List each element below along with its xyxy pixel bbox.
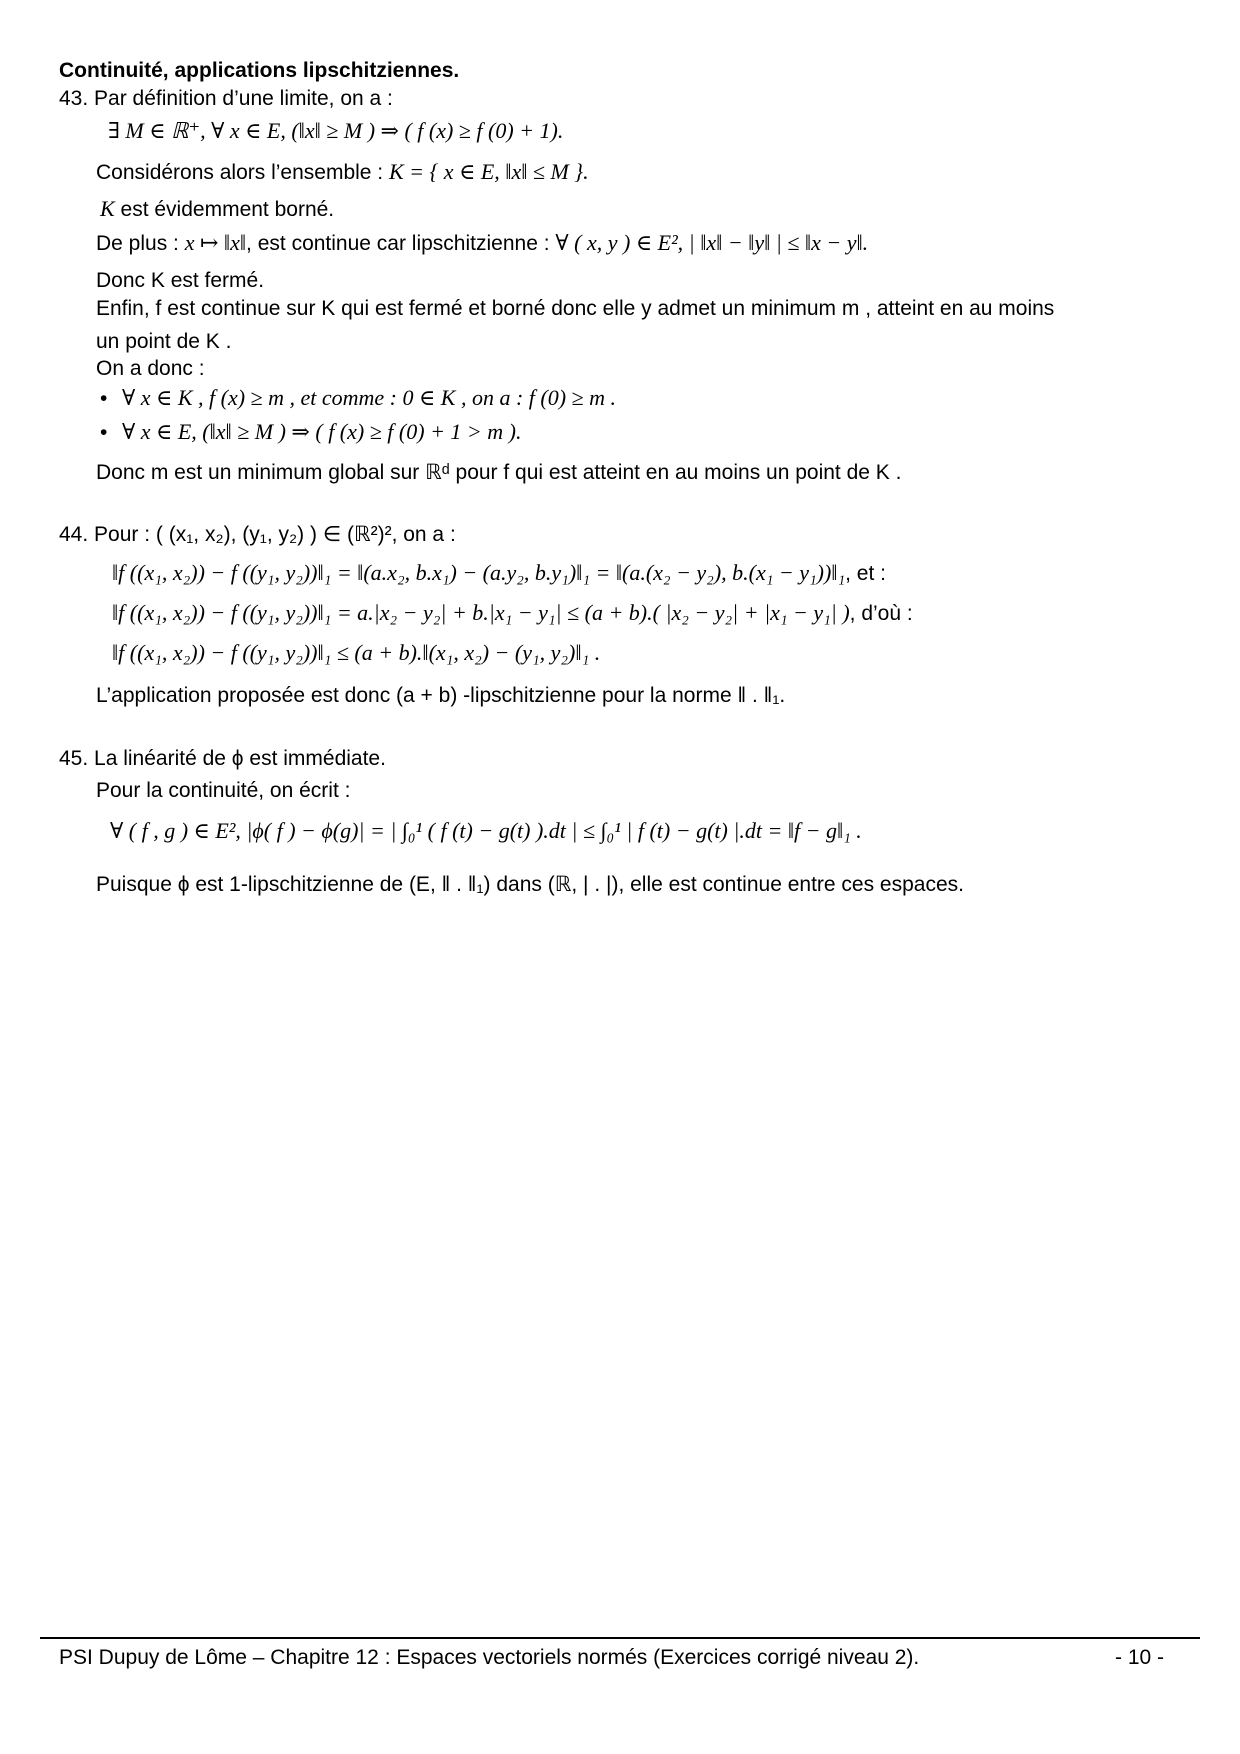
- ex43-def-formula: ∃ M ∈ ℝ⁺, ∀ x ∈ E, (‖x‖ ≥ M ) ⇒ ( f (x) ≥ f (0) + 1).: [108, 118, 564, 143]
- page-number: - 10 -: [1115, 1646, 1165, 1669]
- ex43-bullet1-text: ∀ x ∈ K , f (x) ≥ m , et comme : 0 ∈ K , on a : f (0) ≥ m .: [122, 385, 617, 410]
- ex43-deplus: [96, 230, 868, 256]
- ex43-consider-text: Considérons alors l’ensemble :: [96, 161, 384, 184]
- ex43-enfin-line1: Enfin, f est continue sur K qui est fermé et borné donc elle y admet un minimum m , atteint en au moins: [96, 297, 1055, 320]
- ex45-continuity: Pour la continuité, on écrit :: [96, 779, 351, 802]
- ex43-ondonc: On a donc :: [96, 357, 205, 380]
- ex44-eq3: ‖f ((x₁, x₂)) − f ((y₁, y₂))‖₁ ≤ (a + b).‖(x₁, x₂) − (y₁, y₂)‖₁ .: [112, 640, 601, 665]
- ex43-continuity-text: , est continue car lipschitzienne :: [246, 232, 550, 255]
- ex43-bullet1: [100, 385, 616, 411]
- bullet-icon: •: [100, 421, 108, 444]
- ex45-intro: 45. La linéarité de ϕ est immédiate.: [59, 747, 386, 770]
- ex44-eq2: [112, 600, 913, 626]
- ex44-eq1-formula: ‖f ((x₁, x₂)) − f ((y₁, y₂))‖₁ = ‖(a.x₂, b.x₁) − (a.y₂, b.y₁)‖₁ = ‖(a.(x₂ − y₂), b.(x₁ − y₁))‖₁: [112, 560, 846, 585]
- footer-text: PSI Dupuy de Lôme – Chapitre 12 : Espaces vectoriels normés (Exercices corrigé niveau 2).: [59, 1646, 920, 1669]
- ex43-bounded: [100, 196, 334, 222]
- ex43-norm-map: x ↦ ‖x‖: [184, 230, 247, 255]
- bullet-icon: •: [100, 387, 108, 410]
- ex43-closed: Donc K est fermé.: [96, 269, 265, 292]
- footer-divider: [40, 1637, 1200, 1639]
- ex44-conclusion: L’application proposée est donc (a + b) -lipschitzienne pour la norme ‖ . ‖₁.: [96, 684, 786, 707]
- ex43-intro: 43. Par définition d’une limite, on a :: [59, 87, 393, 110]
- ex44-eq2-formula: ‖f ((x₁, x₂)) − f ((y₁, y₂))‖₁ = a.|x₂ − y₂| + b.|x₁ − y₁| ≤ (a + b).( |x₂ − y₂| + |x₁ − y₁| ): [112, 600, 850, 625]
- ex45-conclusion: Puisque ϕ est 1-lipschitzienne de (E, ‖ . ‖₁) dans (ℝ, | . |), elle est continue entre ces espaces.: [96, 873, 964, 896]
- ex44-eq1-tail: , et :: [845, 562, 886, 585]
- ex43-lipschitz-formula: ∀ ( x, y ) ∈ E², | ‖x‖ − ‖y‖ | ≤ ‖x − y‖.: [555, 230, 869, 255]
- section-title: Continuité, applications lipschitziennes.: [59, 59, 460, 82]
- ex43-bounded-var: K: [100, 196, 115, 221]
- ex43-consider: [96, 159, 589, 185]
- ex43-consider-formula: K = { x ∈ E, ‖x‖ ≤ M }.: [388, 159, 589, 184]
- ex43-conclusion: Donc m est un minimum global sur ℝᵈ pour f qui est atteint en au moins un point de K .: [96, 461, 902, 484]
- ex45-formula: ∀ ( f , g ) ∈ E², |ϕ( f ) − ϕ(g)| = | ∫₀¹ ( f (t) − g(t) ).dt | ≤ ∫₀¹ | f (t) − g(t) |.dt = ‖f − g‖₁ .: [110, 818, 862, 843]
- ex43-bullet2: [100, 419, 521, 445]
- ex43-deplus-text: De plus :: [96, 232, 179, 255]
- ex44-intro: 44. Pour : ( (x₁, x₂), (y₁, y₂) ) ∈ (ℝ²)², on a :: [59, 523, 456, 546]
- ex43-bounded-text: est évidemment borné.: [120, 198, 335, 221]
- ex43-enfin-line2: un point de K .: [96, 330, 232, 353]
- ex44-eq1: [112, 560, 886, 586]
- ex44-eq2-tail: , d’où :: [849, 602, 913, 625]
- ex43-bullet2-text: ∀ x ∈ E, (‖x‖ ≥ M ) ⇒ ( f (x) ≥ f (0) + 1 > m ).: [122, 419, 522, 444]
